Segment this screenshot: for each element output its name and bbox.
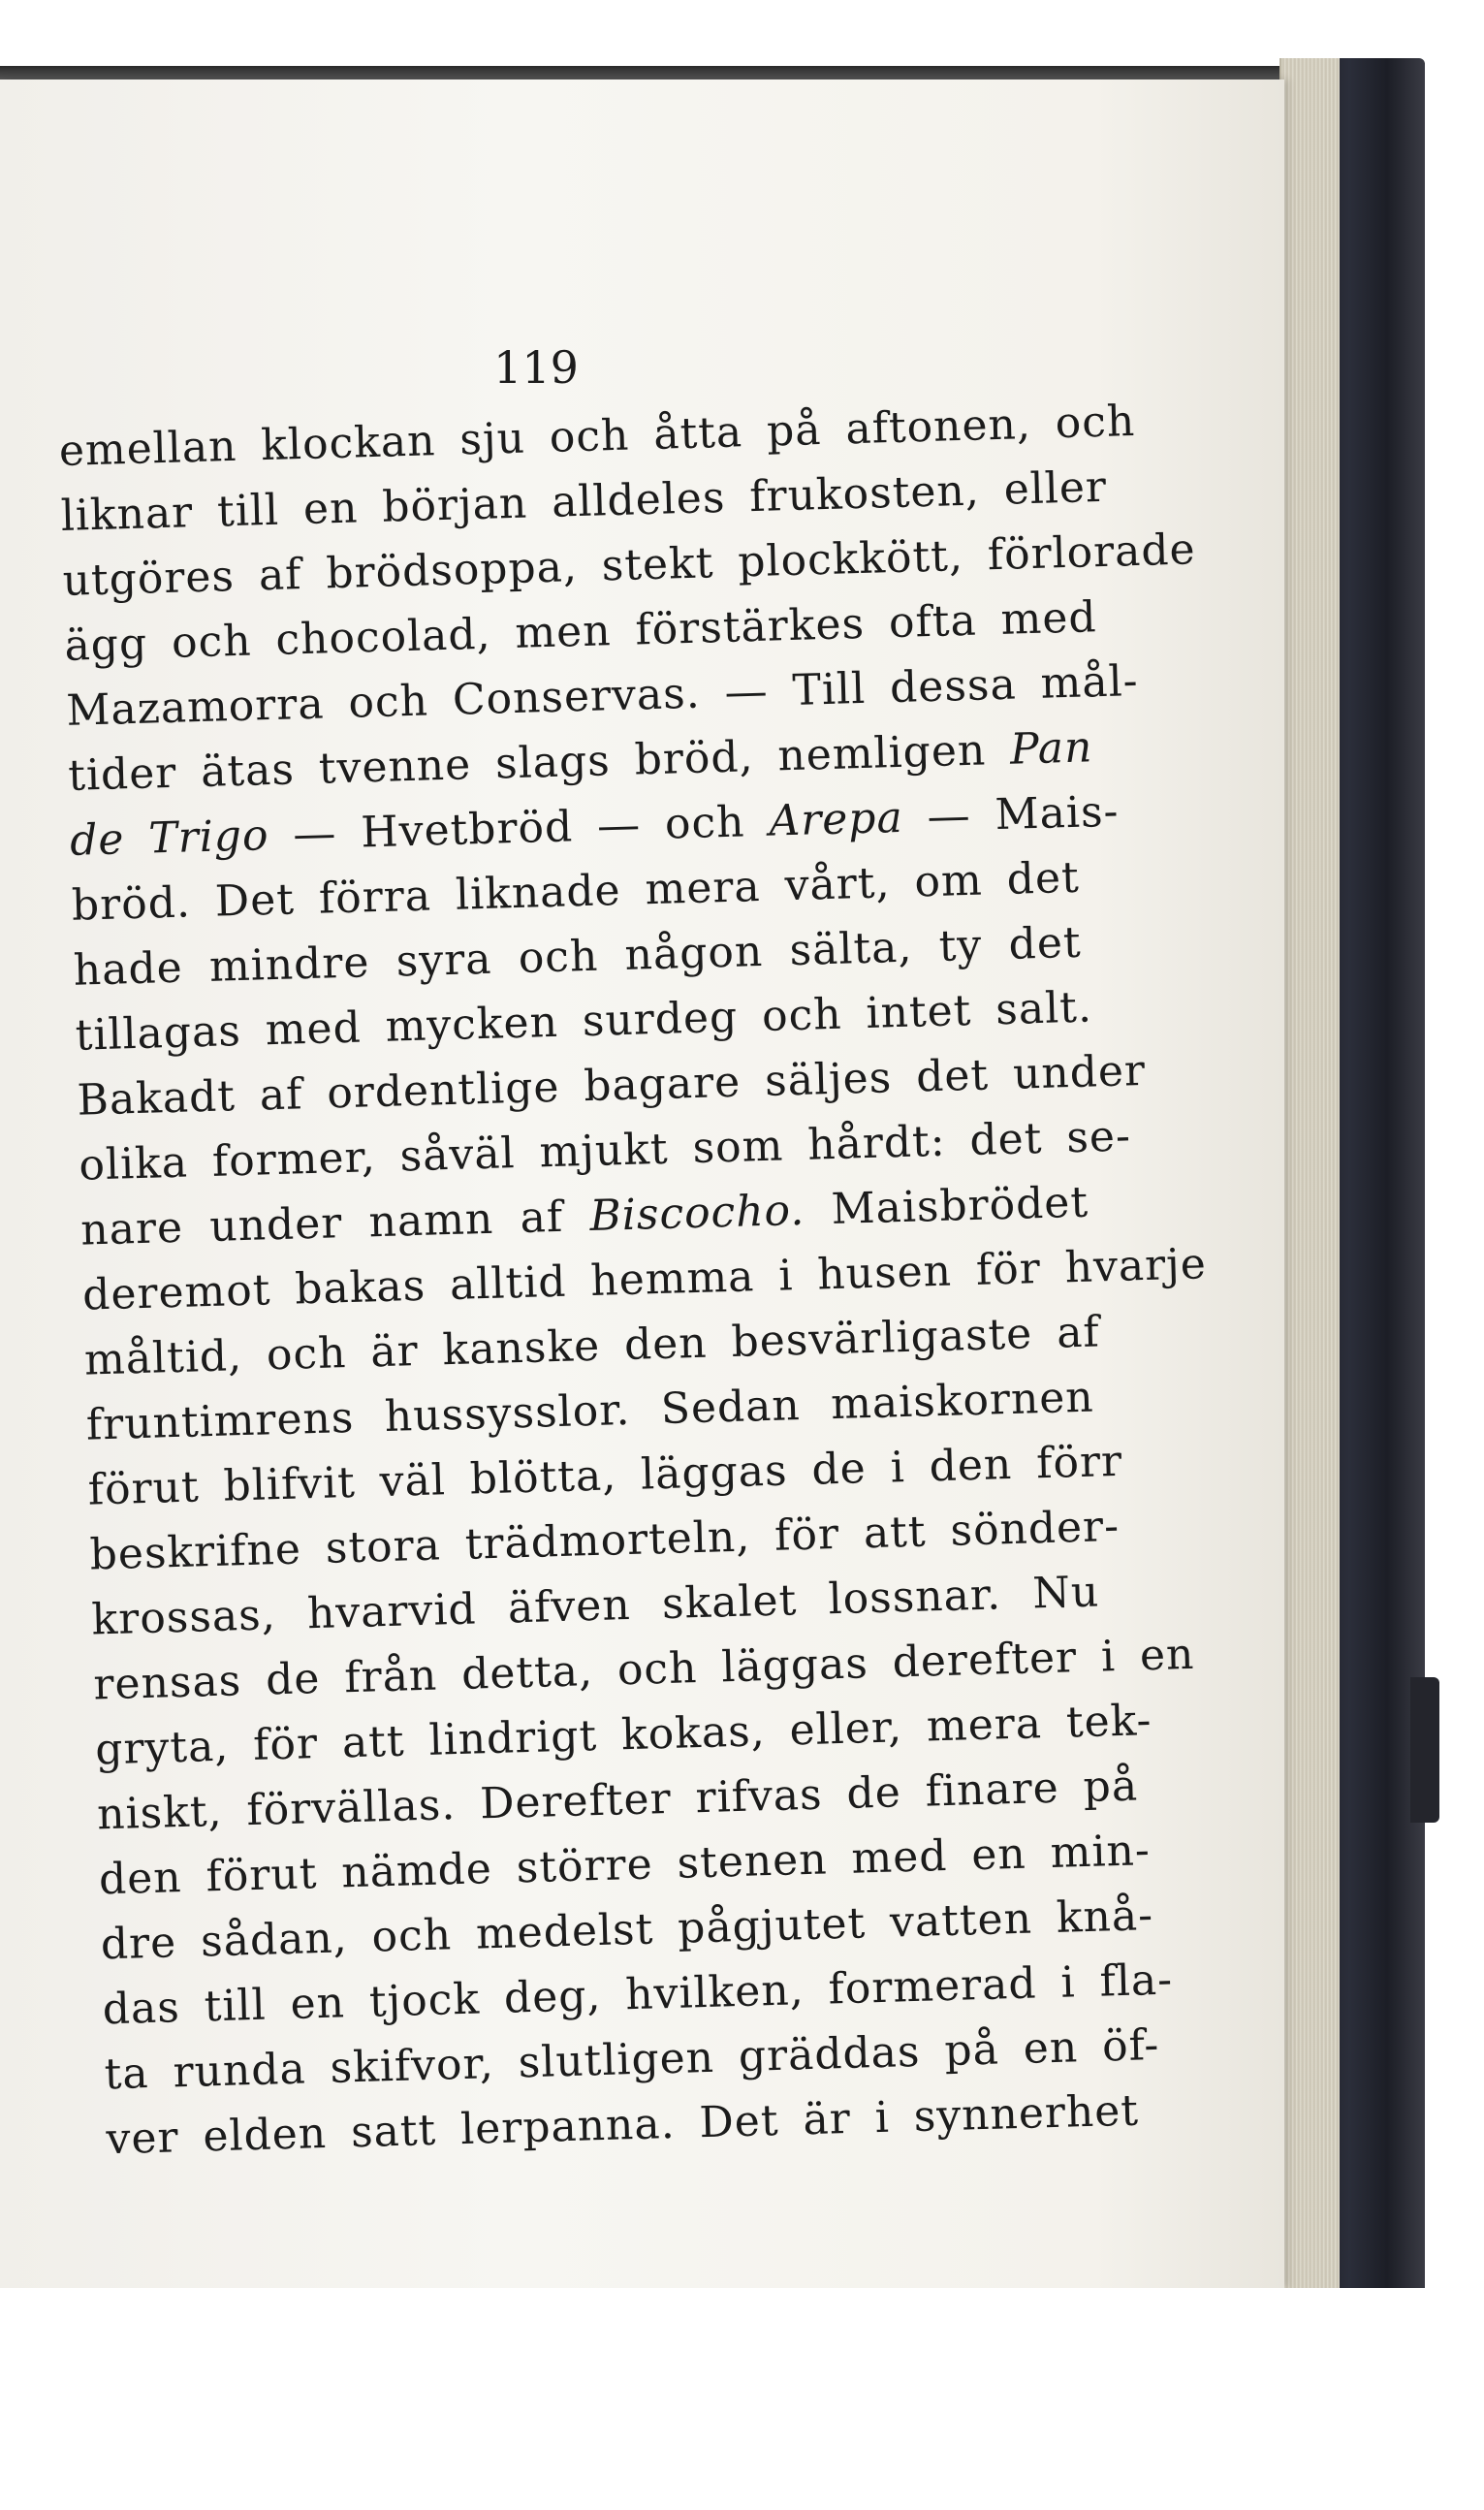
text-line: ta runda skifvor, slutligen gräddas på en öf-	[103, 2019, 1160, 2100]
text-line: liknar till en början alldeles frukosten, eller	[60, 461, 1108, 541]
text-line: Mazamorra och Conservas. — Till dessa mål-	[65, 655, 1140, 736]
page-number: 119	[493, 341, 579, 394]
text-line: rensas de från detta, och läggas derefter i en	[92, 1629, 1196, 1710]
book-top-edge	[0, 66, 1299, 79]
background-bottom	[0, 2288, 1484, 2510]
text-line: krossas, hvarvid äfven skalet lossnar. Nu	[90, 1567, 1100, 1645]
text-line: fruntimrens hussysslor. Sedan maiskornen	[85, 1372, 1095, 1450]
text-line: ver elden satt lerpanna. Det är i synnerhet	[105, 2085, 1140, 2165]
text-line: nare under namn af Biscocho. Maisbrödet	[79, 1177, 1089, 1255]
text-line: tider ätas tvenne slags bröd, nemligen Pan	[67, 722, 1094, 801]
text-line: olika former, såväl mjukt som hårdt: det se-	[78, 1111, 1132, 1191]
text-line: ägg och chocolad, men förstärkes ofta med	[63, 592, 1098, 671]
text-line: tillagas med mycken surdeg och intet salt.	[75, 982, 1093, 1061]
text-line: das till en tjock deg, hvilken, formerad i fla-	[102, 1954, 1174, 2035]
book-page	[0, 79, 1284, 2288]
page-text	[58, 391, 1208, 2172]
page-edges	[1279, 58, 1340, 2288]
text-line: Bakadt af ordentlige bagare säljes det under	[76, 1045, 1147, 1126]
text-line: emellan klockan sju och åtta på aftonen, och	[58, 396, 1136, 476]
text-line: måltid, och är kanske den besvärligaste af	[83, 1307, 1101, 1385]
text-line: utgöres af brödsoppa, stekt plockkött, förlorade	[61, 524, 1197, 606]
text-line: bröd. Det förra liknade mera vårt, om det	[71, 852, 1081, 931]
text-line: gryta, för att lindrigt kokas, eller, mera tek-	[94, 1696, 1153, 1775]
text-line: de Trigo — Hvetbröd — och Arepa — Mais-	[69, 786, 1121, 866]
text-line: förut blifvit väl blötta, läggas de i den förr	[87, 1436, 1123, 1515]
text-line: deremot bakas alltid hemma i husen för hvarje	[81, 1239, 1208, 1320]
text-line: den förut nämde större stenen med en min-	[98, 1826, 1152, 1905]
book-clasp	[1410, 1677, 1439, 1823]
text-line: hade mindre syra och någon sälta, ty det	[73, 917, 1083, 996]
text-line: beskrifne stora trädmorteln, för att sönder-	[89, 1501, 1121, 1580]
text-line: dre sådan, och medelst pågjutet vatten knå-	[100, 1890, 1154, 1970]
text-line: niskt, förvällas. Derefter rifvas de finare på	[96, 1761, 1139, 1840]
